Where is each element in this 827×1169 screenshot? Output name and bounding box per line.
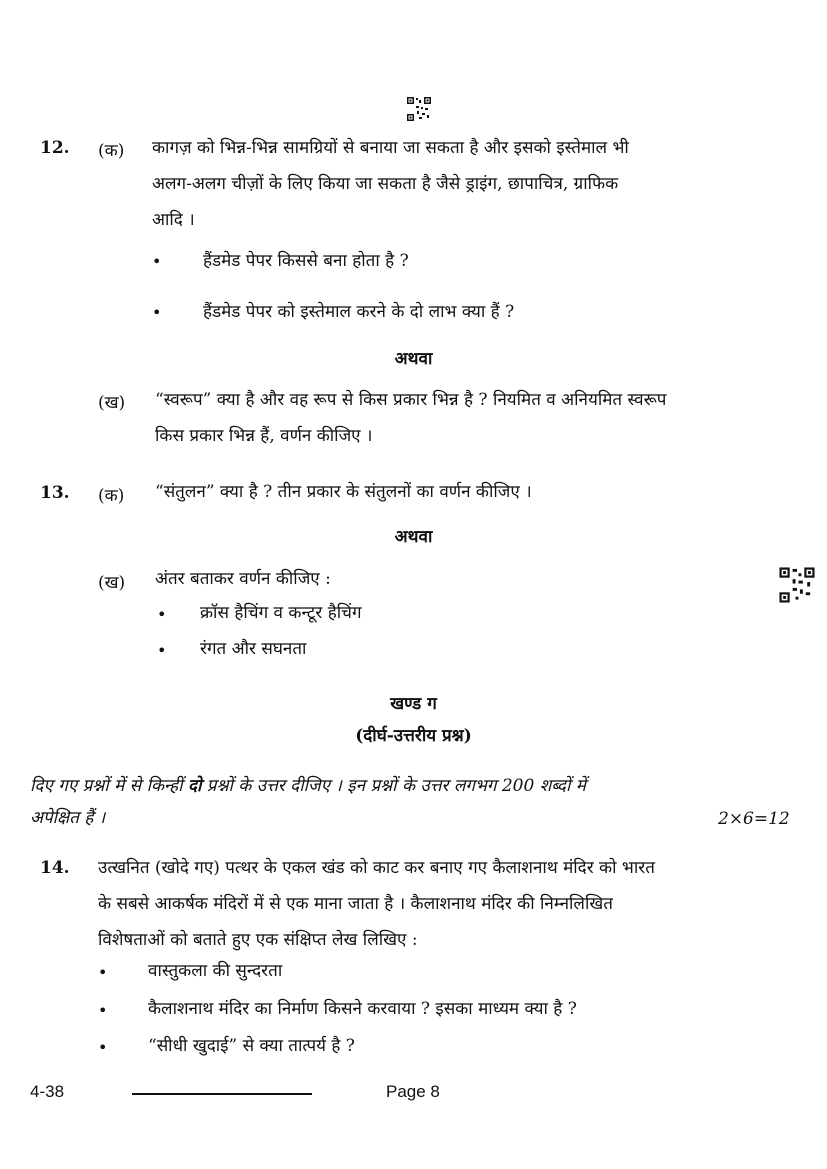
bullet-dot: •: [152, 303, 162, 322]
question-number: 14.: [40, 858, 70, 878]
text-line: उत्खनित (खोदे गए) पत्थर के एकल खंड को काट कर बनाए गए कैलाशनाथ मंदिर को भारत: [98, 858, 655, 878]
footer-rule: [132, 1093, 312, 1095]
text-line: “स्वरूप” क्या है और वह रूप से किस प्रकार भिन्न है ? नियमित व अनियमित स्वरूप: [155, 390, 667, 410]
page-number: Page 8: [386, 1082, 440, 1101]
qr-code-icon: [778, 566, 816, 604]
question-text: [98, 850, 655, 958]
or-separator: अथवा: [394, 349, 433, 369]
instruction-emphasis: दो: [187, 776, 202, 796]
question-text: अंतर बताकर वर्णन कीजिए :: [155, 569, 331, 589]
text-line: किस प्रकार भिन्न हैं, वर्णन कीजिए ।: [155, 426, 373, 446]
text-line: अलग-अलग चीज़ों के लिए किया जा सकता है जैसे ड्राइंग, छापाचित्र, ग्राफिक: [152, 174, 619, 194]
bullet-text: क्रॉस हैचिंग व कन्टूर हैचिंग: [200, 603, 362, 623]
bullet-dot: •: [98, 1001, 108, 1020]
bullet-dot: •: [157, 641, 167, 660]
marks: 2×6=12: [718, 809, 790, 829]
bullet-text: कैलाशनाथ मंदिर का निर्माण किसने करवाया ? इसका माध्यम क्या है ?: [148, 999, 577, 1019]
option-label: (ख): [98, 393, 126, 413]
text-line: कागज़ को भिन्न-भिन्न सामग्रियों से बनाया जा सकता है और इसको इस्तेमाल भी: [152, 138, 629, 158]
question-text: “संतुलन” क्या है ? तीन प्रकार के संतुलनों का वर्णन कीजिए ।: [155, 482, 532, 502]
bullet-dot: •: [98, 963, 108, 982]
question-text: [155, 382, 666, 454]
bullet-text: हैंडमेड पेपर किससे बना होता है ?: [203, 251, 409, 271]
text-line: विशेषताओं को बताते हुए एक संक्षिप्त लेख लिखिए :: [98, 930, 418, 950]
bullet-text: रंगत और सघनता: [200, 639, 307, 659]
bullet-text: हैंडमेड पेपर को इस्तेमाल करने के दो लाभ क्या हैं ?: [203, 302, 515, 322]
text-line: आदि ।: [152, 210, 195, 230]
instruction-text: अपेक्षित हैं ।: [30, 808, 106, 828]
text-line: के सबसे आकर्षक मंदिरों में से एक माना जाता है । कैलाशनाथ मंदिर की निम्नलिखित: [98, 894, 613, 914]
section-subtitle: (दीर्घ-उत्तरीय प्रश्न): [355, 726, 472, 746]
bullet-text: वास्तुकला की सुन्दरता: [148, 961, 283, 981]
section-title: खण्ड ग: [390, 694, 437, 714]
instruction-text: प्रश्नों के उत्तर दीजिए । इन प्रश्नों के उत्तर लगभग 200 शब्दों में: [206, 776, 586, 796]
option-label: (ख): [98, 573, 126, 593]
option-label: (क): [98, 486, 125, 506]
question-text: [152, 130, 629, 238]
bullet-dot: •: [157, 605, 167, 624]
bullet-dot: •: [98, 1038, 108, 1057]
instruction-text: दिए गए प्रश्नों में से किन्हीं: [30, 776, 183, 796]
bullet-dot: •: [152, 252, 162, 271]
qr-code-icon: [406, 96, 432, 122]
question-number: 12.: [40, 138, 70, 158]
option-label: (क): [98, 141, 125, 161]
bullet-text: “सीधी खुदाई” से क्या तात्पर्य है ?: [148, 1036, 355, 1056]
paper-code: 4-38: [30, 1082, 65, 1101]
or-separator: अथवा: [394, 527, 433, 547]
section-instructions: [30, 775, 586, 797]
question-number: 13.: [40, 483, 70, 503]
